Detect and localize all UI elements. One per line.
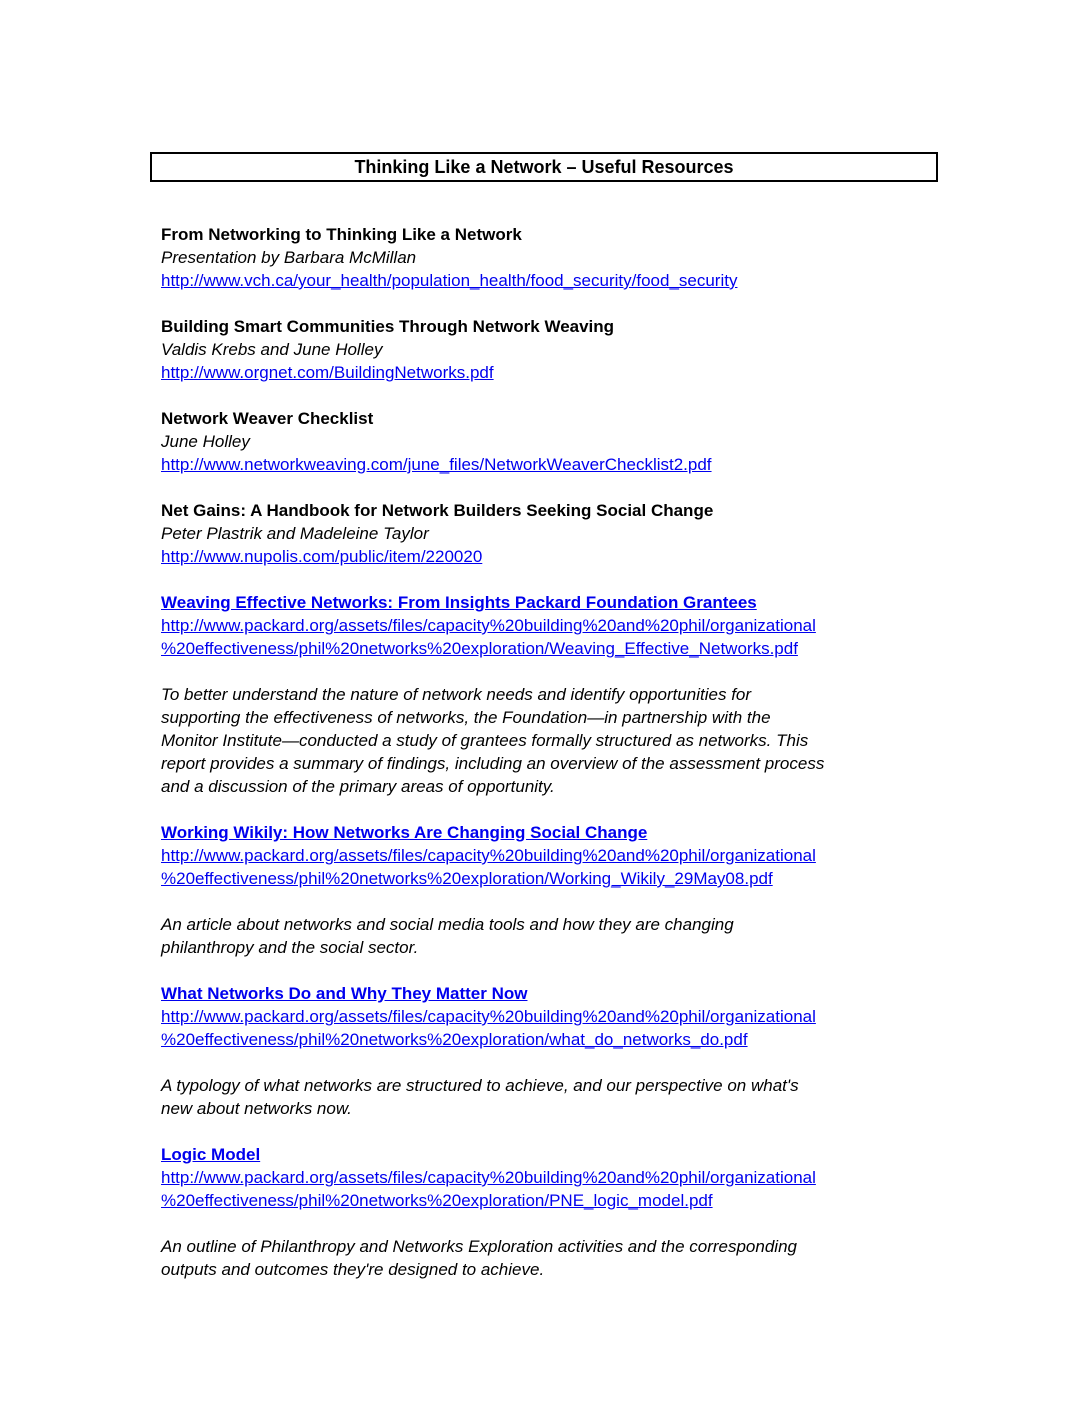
resource-title-link[interactable]: Logic Model	[161, 1145, 261, 1164]
resource-title: Building Smart Communities Through Network Weaving	[161, 317, 615, 336]
resource-description	[161, 1235, 951, 1281]
resource-url-line[interactable]: http://www.orgnet.com/BuildingNetworks.pdf	[161, 363, 494, 382]
resource-description-line: To better understand the nature of network needs and identify opportunities for	[161, 685, 752, 704]
resource-url-line[interactable]: http://www.packard.org/assets/files/capacity%20building%20and%20phil/organizational	[161, 1168, 816, 1187]
resource-entry	[161, 982, 951, 1051]
resource-entry	[161, 591, 951, 660]
resource-author: Presentation by Barbara McMillan	[161, 248, 417, 267]
resource-description-line: supporting the effectiveness of networks, the Foundation—in partnership with the	[161, 708, 771, 727]
resource-url-line[interactable]: http://www.packard.org/assets/files/capacity%20building%20and%20phil/organizational	[161, 616, 816, 635]
title-box	[150, 152, 938, 182]
resource-author: June Holley	[161, 432, 250, 451]
resource-entry	[161, 499, 951, 568]
resource-title: Net Gains: A Handbook for Network Builders Seeking Social Change	[161, 501, 714, 520]
resource-url-line[interactable]: %20effectiveness/phil%20networks%20exploration/Working_Wikily_29May08.pdf	[161, 869, 773, 888]
resource-description-line: An outline of Philanthropy and Networks Exploration activities and the corresponding	[161, 1237, 797, 1256]
resource-description-line: A typology of what networks are structured to achieve, and our perspective on what's	[161, 1076, 799, 1095]
resource-title-link[interactable]: Weaving Effective Networks: From Insights Packard Foundation Grantees	[161, 593, 757, 612]
resource-entry	[161, 407, 951, 476]
resource-entry	[161, 315, 951, 384]
resource-description-line: report provides a summary of findings, including an overview of the assessment process	[161, 754, 825, 773]
resource-url-line[interactable]: http://www.nupolis.com/public/item/220020	[161, 547, 483, 566]
resource-description-line: philanthropy and the social sector.	[161, 938, 419, 957]
resources-list	[161, 223, 951, 1281]
resource-description-line: and a discussion of the primary areas of opportunity.	[161, 777, 555, 796]
resource-title: Network Weaver Checklist	[161, 409, 374, 428]
resource-title-link[interactable]: What Networks Do and Why They Matter Now	[161, 984, 528, 1003]
resource-entry	[161, 223, 951, 292]
resource-url-line[interactable]: %20effectiveness/phil%20networks%20exploration/Weaving_Effective_Networks.pdf	[161, 639, 798, 658]
resource-url-line[interactable]: http://www.vch.ca/your_health/population_health/food_security/food_security	[161, 271, 738, 290]
resource-description	[161, 1074, 951, 1120]
resource-description-line: Monitor Institute—conducted a study of grantees formally structured as networks. This	[161, 731, 809, 750]
resource-description-line: An article about networks and social media tools and how they are changing	[161, 915, 734, 934]
resource-author: Valdis Krebs and June Holley	[161, 340, 383, 359]
resource-url-line[interactable]: http://www.packard.org/assets/files/capacity%20building%20and%20phil/organizational	[161, 846, 816, 865]
resource-description-line: outputs and outcomes they're designed to achieve.	[161, 1260, 545, 1279]
page-title: Thinking Like a Network – Useful Resources	[354, 156, 734, 177]
resource-description	[161, 913, 951, 959]
resource-url-line[interactable]: %20effectiveness/phil%20networks%20exploration/what_do_networks_do.pdf	[161, 1030, 748, 1049]
resource-entry	[161, 1143, 951, 1212]
resource-author: Peter Plastrik and Madeleine Taylor	[161, 524, 429, 543]
resource-title: From Networking to Thinking Like a Network	[161, 225, 522, 244]
resource-entry	[161, 821, 951, 890]
resource-url-line[interactable]: http://www.networkweaving.com/june_files/NetworkWeaverChecklist2.pdf	[161, 455, 712, 474]
resource-title-link[interactable]: Working Wikily: How Networks Are Changing Social Change	[161, 823, 648, 842]
resource-description-line: new about networks now.	[161, 1099, 352, 1118]
resource-url-line[interactable]: http://www.packard.org/assets/files/capacity%20building%20and%20phil/organizational	[161, 1007, 816, 1026]
resource-url-line[interactable]: %20effectiveness/phil%20networks%20exploration/PNE_logic_model.pdf	[161, 1191, 713, 1210]
resource-description	[161, 683, 951, 798]
